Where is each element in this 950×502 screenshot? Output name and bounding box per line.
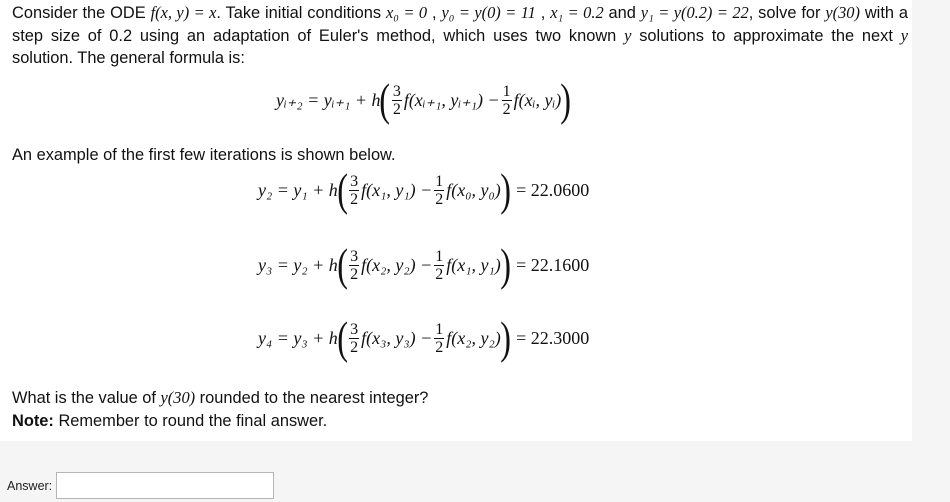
x0-condition: x₀ = 0	[386, 3, 428, 22]
iteration-term1: f(x₁, y₁) −	[361, 179, 433, 200]
right-paren: )	[500, 239, 511, 290]
iteration-equation	[258, 310, 589, 366]
fraction-three-halves	[349, 173, 359, 208]
y-variable: y	[900, 25, 908, 45]
left-paren: (	[337, 312, 348, 363]
denominator: 2	[350, 265, 359, 283]
numerator: 1	[435, 172, 444, 190]
fraction-one-half	[434, 248, 444, 283]
fraction-one-half	[502, 83, 512, 118]
numerator: 3	[350, 172, 359, 190]
left-paren: (	[337, 164, 348, 215]
iteration-result: = 22.1600	[516, 254, 590, 275]
x1-condition: x₁ = 0.2	[550, 3, 604, 22]
left-paren: (	[379, 74, 391, 125]
numerator: 1	[435, 247, 444, 265]
denominator: 2	[502, 100, 511, 118]
formula-term2: f(xᵢ, yᵢ)	[513, 89, 562, 110]
target-expression: y(30)	[160, 388, 196, 407]
y-variable: y	[624, 25, 632, 45]
question-text	[12, 387, 428, 410]
note-text	[12, 410, 327, 433]
numerator: 1	[502, 82, 511, 100]
formula-lhs: yᵢ₊₂ = yᵢ₊₁ + h	[276, 89, 381, 110]
note-body: Remember to round the final answer.	[53, 412, 328, 430]
formula-term1: f(xᵢ₊₁, yᵢ₊₁) −	[403, 89, 500, 110]
y0-condition: y₀ = y(0) = 11	[441, 3, 536, 22]
text-fragment: , solve for	[748, 4, 826, 22]
text-fragment: and	[603, 4, 641, 22]
denominator: 2	[392, 100, 401, 118]
iteration-term1: f(x₃, y₃) −	[361, 327, 433, 348]
iteration-term2: f(x₁, y₁)	[446, 254, 501, 275]
text-fragment: solutions to approximate the next	[631, 26, 901, 45]
note-label: Note:	[12, 412, 54, 430]
iteration-term1: f(x₂, y₂) −	[361, 254, 433, 275]
iteration-result: = 22.0600	[516, 179, 590, 200]
iteration-term2: f(x₀, y₀)	[446, 179, 501, 200]
denominator: 2	[350, 338, 359, 356]
left-paren: (	[337, 239, 348, 290]
iteration-term2: f(x₂, y₂)	[446, 327, 501, 348]
numerator: 3	[392, 82, 401, 100]
text-fragment: . Take initial conditions	[216, 4, 386, 22]
text-fragment: What is the value of	[12, 389, 161, 407]
iteration-result: = 22.3000	[516, 327, 590, 348]
text-fragment: solution. The general formula is:	[12, 49, 245, 67]
numerator: 3	[350, 320, 359, 338]
separator: ,	[535, 4, 551, 22]
denominator: 2	[435, 265, 444, 283]
iteration-equation	[258, 162, 589, 218]
text-fragment: Consider the ODE	[12, 4, 151, 22]
answer-input[interactable]	[56, 472, 274, 499]
denominator: 2	[435, 338, 444, 356]
separator: ,	[427, 4, 442, 22]
numerator: 1	[435, 320, 444, 338]
denominator: 2	[350, 190, 359, 208]
right-paren: )	[560, 74, 572, 125]
problem-statement	[12, 2, 908, 70]
ode-expression: f(x, y) = x	[150, 3, 217, 22]
answer-label: Answer:	[7, 479, 53, 493]
fraction-one-half	[434, 321, 444, 356]
denominator: 2	[435, 190, 444, 208]
fraction-three-halves	[349, 248, 359, 283]
numerator: 3	[350, 247, 359, 265]
iteration-lhs: y₄ = y₃ + h	[258, 327, 338, 348]
example-intro: An example of the first few iterations is shown below.	[12, 146, 396, 164]
y1-condition: y₁ = y(0.2) = 22	[640, 3, 749, 22]
text-fragment: rounded to the nearest integer?	[195, 389, 429, 407]
target-expression: y(30)	[825, 3, 860, 22]
right-paren: )	[500, 164, 511, 215]
text-fragment: with a step size of 0.2 using an adaptation of Euler's method, which uses two known	[12, 4, 909, 45]
fraction-three-halves	[349, 321, 359, 356]
iteration-equation	[258, 237, 589, 293]
fraction-three-halves	[392, 83, 402, 118]
right-paren: )	[500, 312, 511, 363]
fraction-one-half	[434, 173, 444, 208]
iteration-lhs: y₂ = y₁ + h	[258, 179, 338, 200]
iteration-lhs: y₃ = y₂ + h	[258, 254, 338, 275]
general-formula	[276, 72, 571, 128]
